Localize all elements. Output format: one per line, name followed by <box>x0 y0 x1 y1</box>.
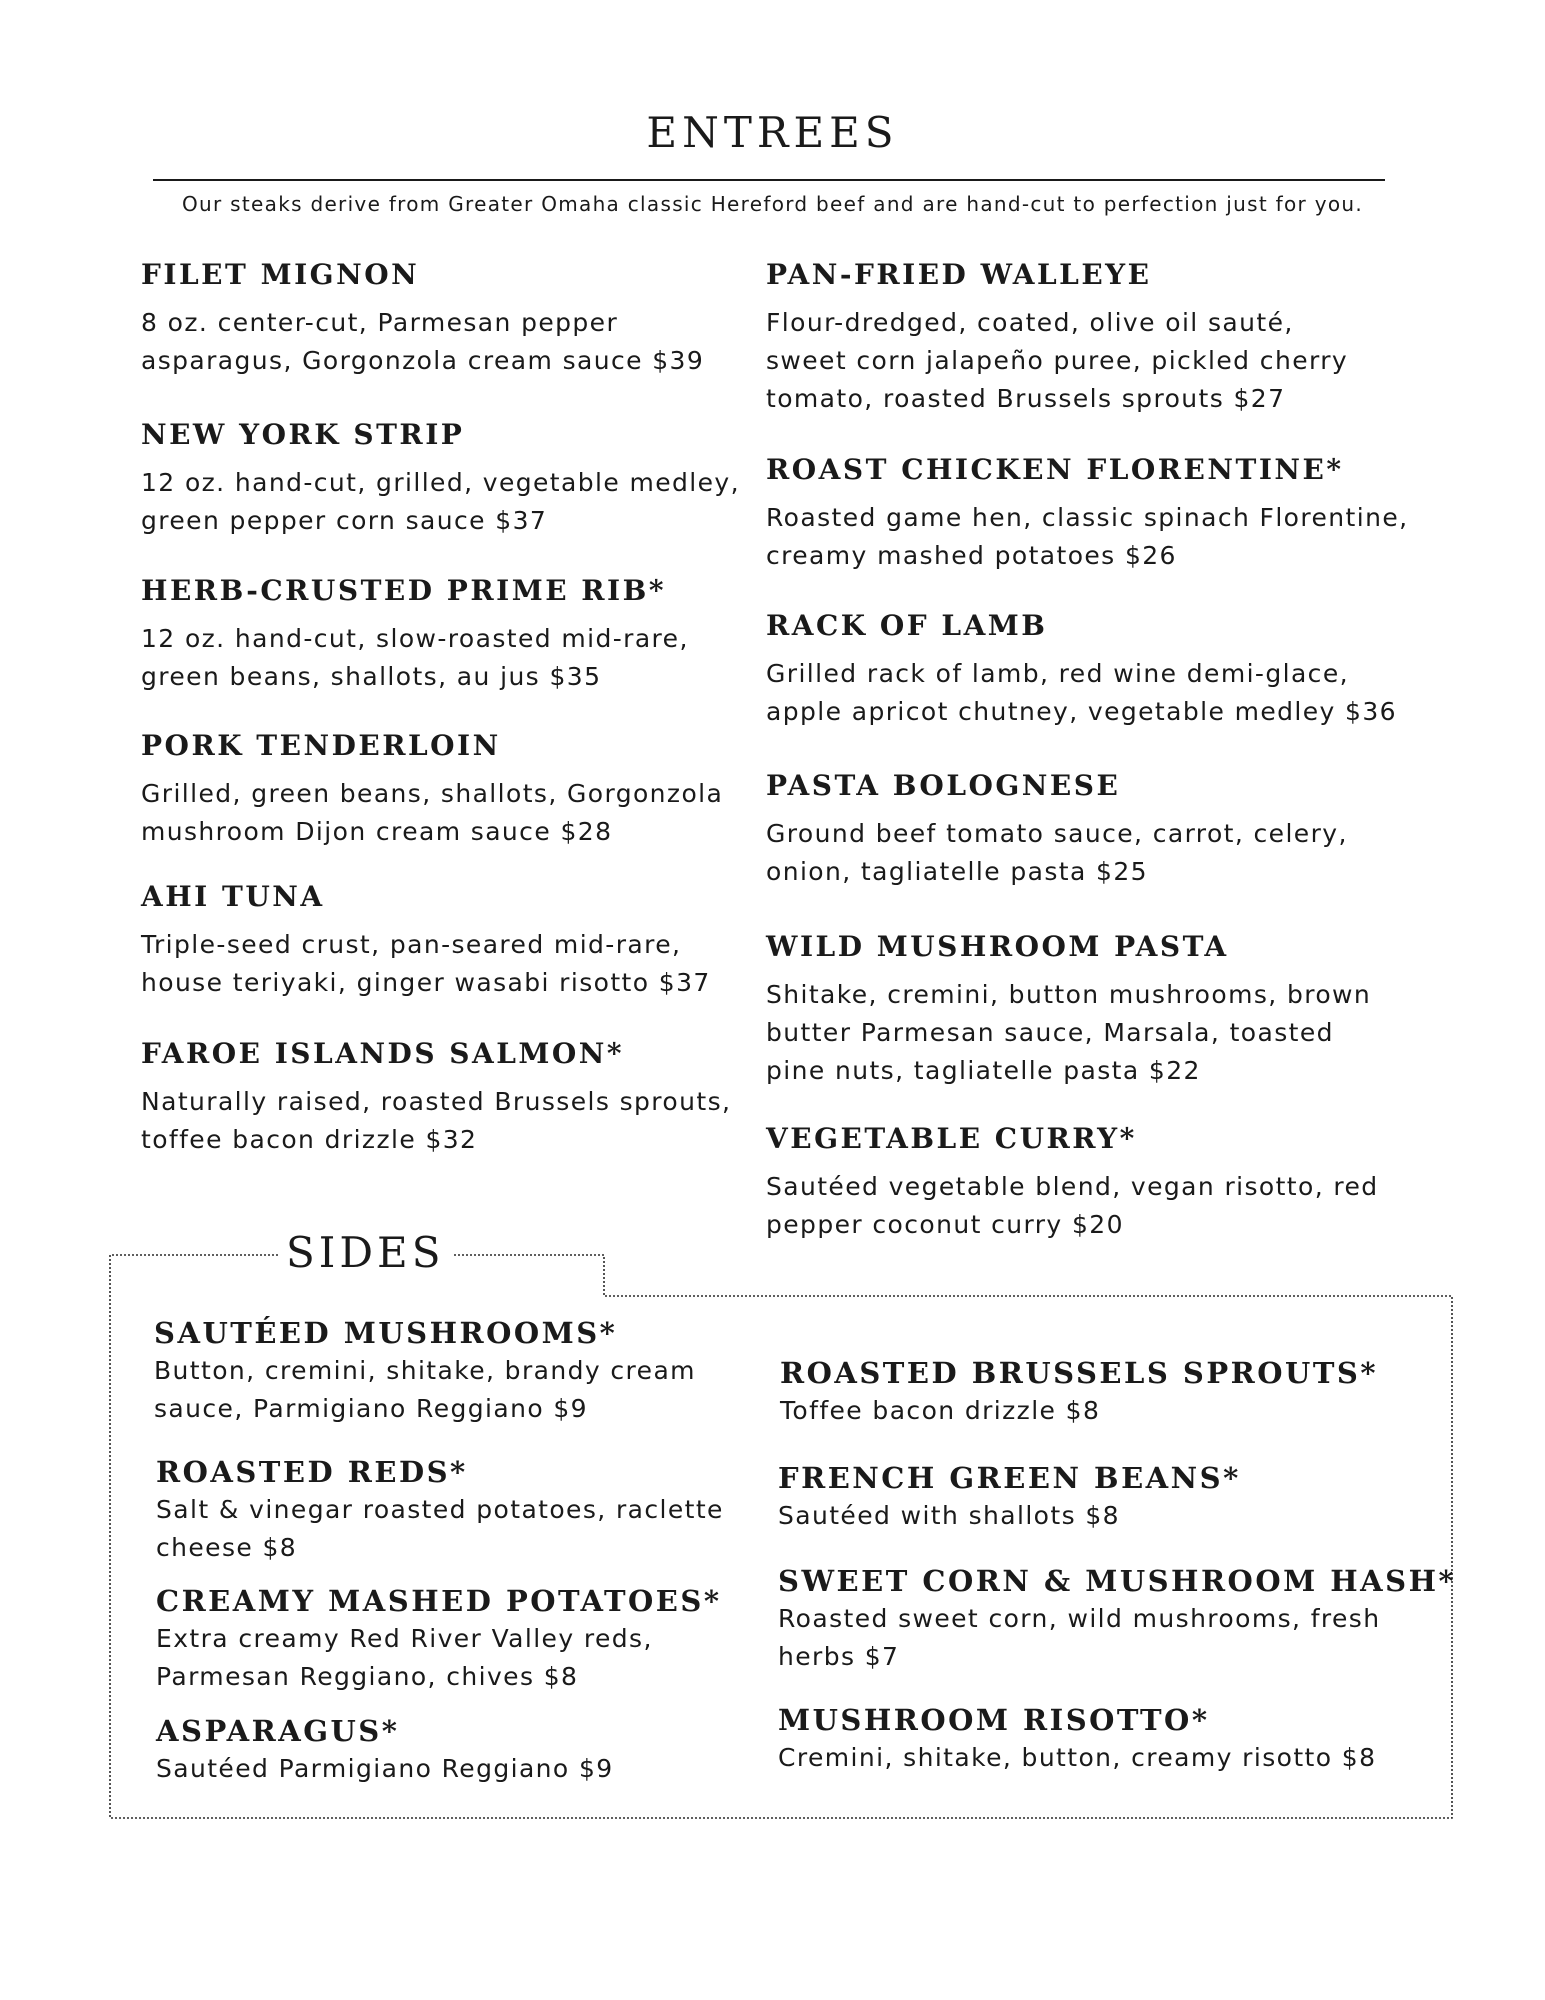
entree-desc: sweet corn jalapeño puree, pickled cherry <box>766 346 1349 375</box>
title-divider <box>153 179 1385 181</box>
entree-desc: Roasted game hen, classic spinach Florentine, <box>766 503 1409 532</box>
entree-name: VEGETABLE CURRY* <box>766 1122 1137 1155</box>
entree-item <box>766 767 1348 891</box>
entree-desc: onion, tagliatelle pasta $25 <box>766 857 1148 886</box>
entree-desc: green beans, shallots, au jus $35 <box>141 662 602 691</box>
entree-name: PAN-FRIED WALLEYE <box>766 258 1152 291</box>
entree-name: HERB-CRUSTED PRIME RIB* <box>141 574 666 607</box>
side-name: FRENCH GREEN BEANS* <box>778 1461 1241 1495</box>
side-desc: Sautéed Parmigiano Reggiano $9 <box>156 1754 614 1783</box>
side-item <box>156 1712 614 1788</box>
entree-desc: Naturally raised, roasted Brussels sprouts, <box>141 1087 732 1116</box>
entree-item <box>766 928 1371 1090</box>
entree-desc: Shitake, cremini, button mushrooms, brown <box>766 980 1372 1009</box>
side-desc: sauce, Parmigiano Reggiano $9 <box>154 1394 588 1423</box>
entree-desc: toffee bacon drizzle $32 <box>141 1125 478 1154</box>
entree-desc: green pepper corn sauce $37 <box>141 506 548 535</box>
entree-name: ROAST CHICKEN FLORENTINE* <box>766 453 1344 486</box>
entree-desc: mushroom Dijon cream sauce $28 <box>141 817 613 846</box>
entree-desc: house teriyaki, ginger wasabi risotto $37 <box>141 968 711 997</box>
side-name: SWEET CORN & MUSHROOM HASH* <box>778 1564 1457 1598</box>
side-name: ROASTED BRUSSELS SPROUTS* <box>780 1356 1379 1390</box>
entree-item <box>141 1035 731 1159</box>
side-name: SAUTÉED MUSHROOMS* <box>154 1316 618 1350</box>
side-desc: Toffee bacon drizzle $8 <box>780 1396 1101 1425</box>
entree-name: PASTA BOLOGNESE <box>766 769 1121 802</box>
side-name: ROASTED REDS* <box>156 1455 468 1489</box>
side-desc: Extra creamy Red River Valley reds, <box>156 1624 653 1653</box>
entree-item <box>766 256 1348 418</box>
entree-item <box>141 572 689 696</box>
side-item <box>778 1459 1241 1535</box>
entree-desc: creamy mashed potatoes $26 <box>766 541 1177 570</box>
entree-desc: butter Parmesan sauce, Marsala, toasted <box>766 1018 1334 1047</box>
entree-desc: 12 oz. hand-cut, slow-roasted mid-rare, <box>141 624 689 653</box>
entree-item <box>141 878 711 1002</box>
entree-desc: Ground beef tomato sauce, carrot, celery, <box>766 819 1348 848</box>
entree-name: NEW YORK STRIP <box>141 418 465 451</box>
entree-desc: asparagus, Gorgonzola cream sauce $39 <box>141 346 705 375</box>
entree-item <box>141 256 704 380</box>
side-item <box>154 1314 696 1428</box>
entree-desc: Flour-dredged, coated, olive oil sauté, <box>766 308 1294 337</box>
entree-name: PORK TENDERLOIN <box>141 729 501 762</box>
side-desc: Salt & vinegar roasted potatoes, raclette <box>156 1495 724 1524</box>
side-desc: Roasted sweet corn, wild mushrooms, fresh <box>778 1604 1381 1633</box>
entree-name: RACK OF LAMB <box>766 609 1048 642</box>
side-item <box>778 1562 1456 1676</box>
entree-item <box>766 451 1408 575</box>
side-item <box>156 1582 722 1696</box>
page-subtitle: Our steaks derive from Greater Omaha classic Hereford beef and are hand-cut to perfection just for you. <box>181 192 1364 216</box>
entree-desc: 8 oz. center-cut, Parmesan pepper <box>141 308 619 337</box>
entree-desc: 12 oz. hand-cut, grilled, vegetable medley, <box>141 468 740 497</box>
entree-item <box>766 1120 1379 1244</box>
entree-name: WILD MUSHROOM PASTA <box>766 930 1229 963</box>
entree-desc: Grilled rack of lamb, red wine demi-glace, <box>766 659 1349 688</box>
sides-title: SIDES <box>278 1228 452 1277</box>
entree-desc: Sautéed vegetable blend, vegan risotto, red <box>766 1172 1379 1201</box>
side-name: ASPARAGUS* <box>156 1714 400 1748</box>
side-desc: Parmesan Reggiano, chives $8 <box>156 1662 579 1691</box>
page-title: ENTREES <box>646 108 899 157</box>
side-desc: herbs $7 <box>778 1642 900 1671</box>
side-item <box>778 1701 1376 1777</box>
entree-desc: apple apricot chutney, vegetable medley $36 <box>766 697 1397 726</box>
side-desc: Sautéed with shallots $8 <box>778 1501 1120 1530</box>
side-name: CREAMY MASHED POTATOES* <box>156 1584 722 1618</box>
side-desc: Cremini, shitake, button, creamy risotto $8 <box>778 1743 1377 1772</box>
entree-item <box>141 416 740 540</box>
entree-name: FAROE ISLANDS SALMON* <box>141 1037 625 1070</box>
entree-desc: Grilled, green beans, shallots, Gorgonzola <box>141 779 724 808</box>
entree-item <box>766 607 1397 731</box>
side-item <box>156 1453 724 1567</box>
side-name: MUSHROOM RISOTTO* <box>778 1703 1210 1737</box>
side-desc: Button, cremini, shitake, brandy cream <box>154 1356 696 1385</box>
entree-name: FILET MIGNON <box>141 258 420 291</box>
side-desc: cheese $8 <box>156 1533 298 1562</box>
entree-name: AHI TUNA <box>141 880 325 913</box>
entree-desc: pine nuts, tagliatelle pasta $22 <box>766 1056 1201 1085</box>
entree-desc: pepper coconut curry $20 <box>766 1210 1124 1239</box>
side-item <box>780 1354 1378 1430</box>
entree-item <box>141 727 723 851</box>
entree-desc: tomato, roasted Brussels sprouts $27 <box>766 384 1286 413</box>
entree-desc: Triple-seed crust, pan-seared mid-rare, <box>141 930 682 959</box>
